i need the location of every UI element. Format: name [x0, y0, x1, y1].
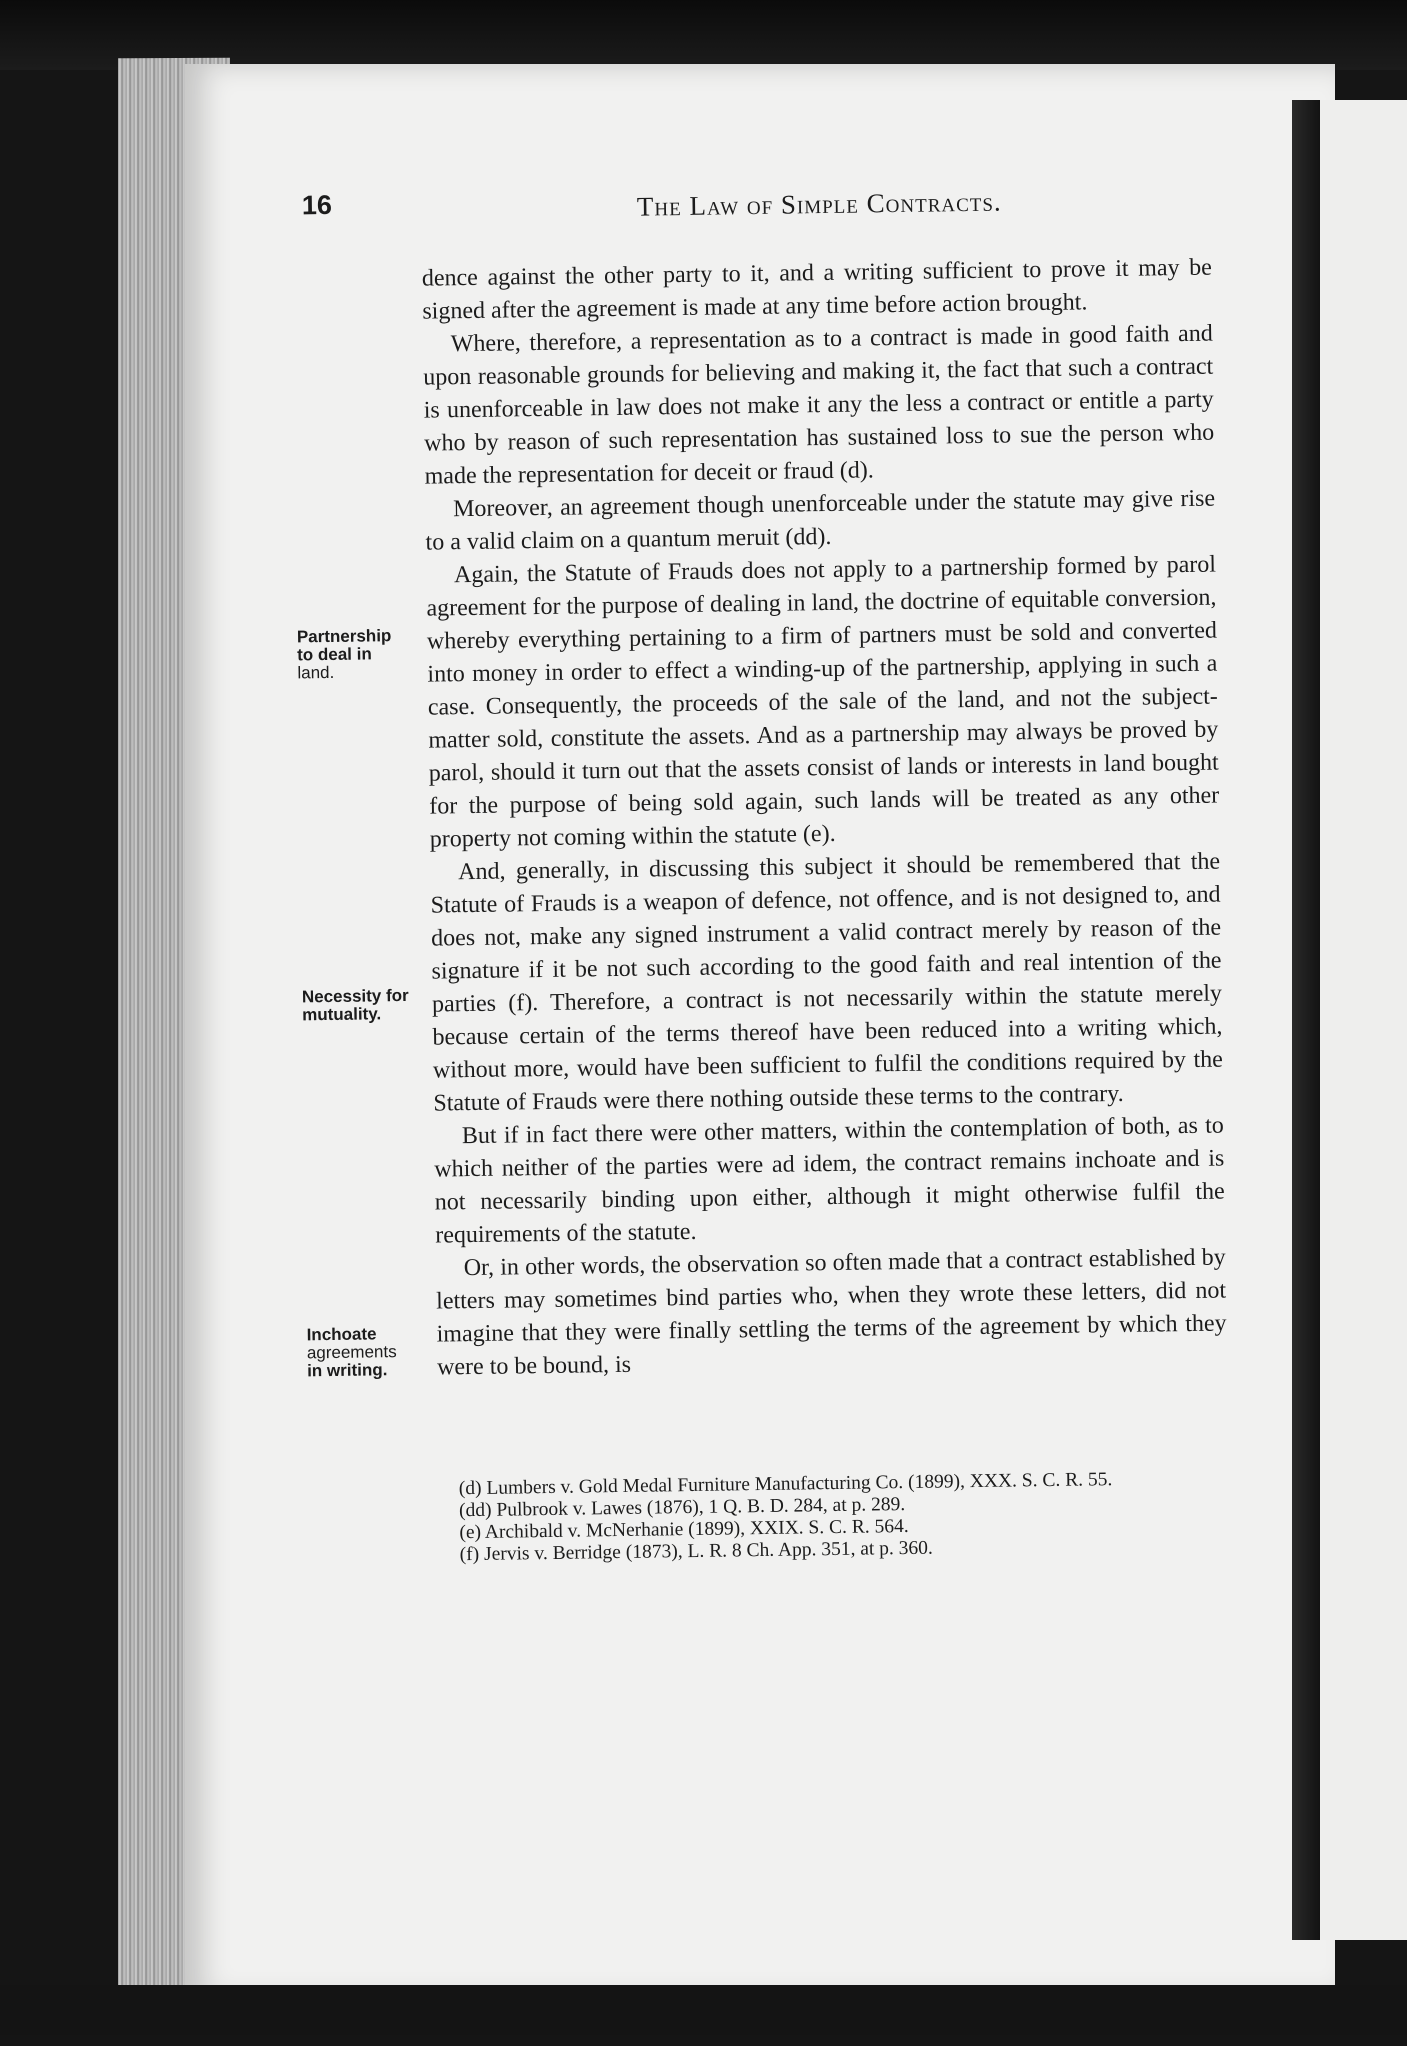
running-title: The Law of Simple Contracts. — [636, 186, 1002, 222]
margin-note-partnership — [297, 627, 423, 683]
page-number: 16 — [301, 189, 333, 221]
margin-note-mutuality — [302, 987, 427, 1025]
margin-note-inchoate — [307, 1325, 433, 1381]
margin-note-line: Necessity for — [301, 985, 409, 1007]
footnote: (f) Jervis v. Berridge (1873), L. R. 8 Ch. App. 351, at p. 360. — [459, 1537, 933, 1566]
paragraph: Moreover, an agreement though unenforceable under the statute may give rise to a valid claim on a quantum meruit (dd). — [425, 485, 1216, 556]
margin-note-line: mutuality. — [302, 1004, 382, 1025]
footnote: (dd) Pulbrook v. Lawes (1876), 1 Q. B. D. 284, at p. 289. — [458, 1494, 906, 1522]
paragraph: Again, the Statute of Frauds does not apply to a partnership formed by parol agreement for the purpose of dealing in land, the doctrine of equitable conversion, whereby everything pertaining to a firm of partners must be sold and converted into money in order to effect a winding-up of the partnership, applying in such a case. Consequently, the proceeds of the sale of the land, and not the subject-matter sold, constitute the assets. And as a partnership may always be proved by parol, should it turn out that the assets consist of lands or interests in land bought for the purpose of being sold again, such lands will be treated as any other property not coming within the statute (e). — [426, 551, 1220, 853]
margin-note-line: agreements — [306, 1342, 397, 1363]
paragraph: And, generally, in discussing this subject it should be remembered that the Statute of Frauds is a weapon of defence, not offence, and is not designed to, and does not, make any signed instrument a valid contract merely by reason of the signature if it be not such according to the good faith and real intention of the parties (f). Therefore, a contract is not necessarily within the statute merely because certain of the terms thereof have been reduced into a writing which, without more, would have been sufficient to fulfil the conditions required by the Statute of Frauds were there nothing outside these terms to the contrary. — [430, 848, 1224, 1117]
margin-note-line: to deal in — [297, 644, 372, 665]
margin-note-line: Inchoate — [306, 1324, 377, 1345]
footnote: (e) Archibald v. McNerhanie (1899), XXIX. S. C. R. 564. — [459, 1515, 909, 1544]
footnote: (d) Lumbers v. Gold Medal Furniture Manufacturing Co. (1899), XXX. S. C. R. 55. — [458, 1469, 1113, 1500]
paragraph: Or, in other words, the observation so often made that a contract established by letters may sometimes bind parties who, when they wrote these letters, did not imagine that they were finally settling the terms of the agreement by which they were to be bound, is — [435, 1244, 1227, 1381]
margin-note-line: Partnership — [296, 626, 392, 647]
paragraph: Where, therefore, a representation as to a contract is made in good faith and upon reasonable grounds for believing and making it, the fact that such a contract is unenforceable in law does not make it any the less a contract or entitle a party who by reason of such representation has sustained loss to sue the person who made the representation for deceit or fraud (d). — [423, 320, 1215, 490]
margin-note-line: land. — [297, 662, 335, 683]
paragraph: dence against the other party to it, and a writing sufficient to prove it may be signed after the agreement is made at any time before action brought. — [421, 254, 1212, 325]
margin-note-line: in writing. — [307, 1360, 388, 1381]
paragraph: But if in fact there were other matters, within the contemplation of both, as to which neither of the parties were ad idem, the contract remains inchoate and is not necessarily binding upon either, although it might otherwise fulfil the requirements of the statute. — [434, 1112, 1225, 1249]
footnotes — [439, 1468, 1230, 1567]
body-text — [422, 252, 1228, 1385]
